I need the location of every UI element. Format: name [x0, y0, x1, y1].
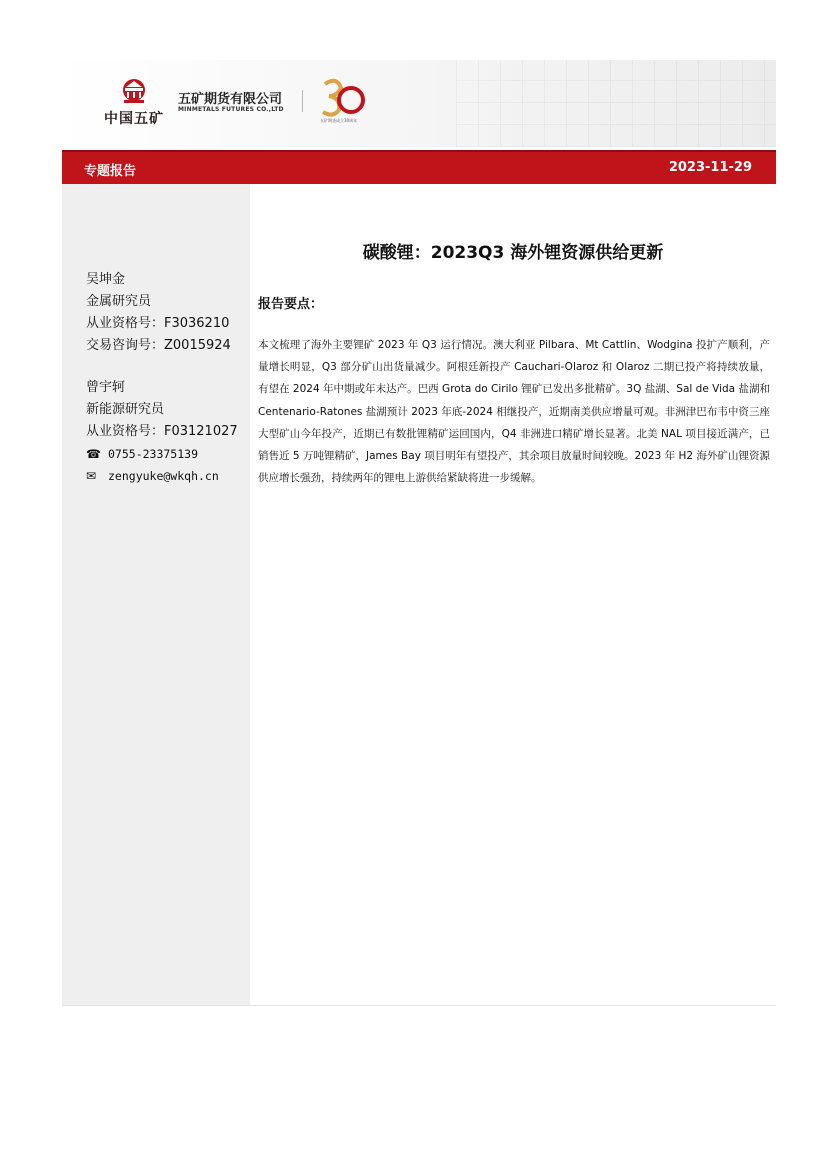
- author-email-row[interactable]: [86, 465, 238, 487]
- author-phone: 0755-23375139: [108, 447, 199, 461]
- author-qualification: 从业资格号：F3036210: [86, 316, 230, 331]
- company-name-cn: 五矿期货有限公司: [178, 92, 283, 107]
- report-summary: 本文梳理了海外主要锂矿 2023 年 Q3 运行情况。澳大利亚 Pilbara、Mt Cattlin、Wodgina 投扩产顺利，产量增长明显，Q3 部分矿山出货量减少。阿根廷新投产 Cauchari-Olaroz 和 Olaroz 二期已投产将持续放量，有望在 2024 年中期或年末达产。巴西 Grota do Cirilo 锂矿已发出多批精矿。3Q 盐湖、Sal de Vida 盐湖和 Centenario-Ratones 盐湖预计 2023 年底-2024 相继投产，近期南美供应增量可观。非洲津巴布韦中资三座大型矿山今年投产，近期已有数批锂精矿运回国内，Q4 非洲进口精矿增长显著。北美 NAL 项目接近满产，已销售近 5 万吨锂精矿，James Bay 项目明年有望投产，其余项目放量时间较晚。2023 年 H2 海外矿山锂资源供应增长强劲，持续两年的锂电上游供给紧缺将进一步缓解。: [258, 339, 770, 485]
- author-email[interactable]: zengyuke@wkqh.cn: [108, 469, 219, 483]
- report-title: 碳酸锂：2023Q3 海外锂资源供给更新: [362, 243, 664, 263]
- mail-icon: ✉: [86, 469, 97, 483]
- report-type-label: 专题报告: [84, 164, 137, 179]
- key-points-heading: 报告要点：: [258, 297, 324, 312]
- author-name: 曾宇轲: [86, 380, 126, 395]
- company-name-en: MINMETALS FUTURES CO.,LTD: [178, 106, 284, 113]
- group-logo-text: 中国五矿: [104, 111, 164, 127]
- author-title: 新能源研究员: [86, 402, 165, 417]
- header-background-grid: [456, 60, 776, 147]
- author-block: [86, 269, 231, 357]
- report-header: [62, 60, 776, 147]
- phone-icon: ☎: [86, 447, 101, 461]
- report-type-banner: [62, 150, 776, 184]
- page-bottom-divider: [62, 1005, 776, 1006]
- author-title: 金属研究员: [86, 294, 152, 309]
- header-divider: [302, 90, 303, 112]
- author-block: [86, 377, 238, 487]
- minmetals-emblem-icon: [120, 78, 148, 104]
- anniversary-caption: 五矿期货成立30周年: [320, 118, 358, 123]
- author-phone-row: [86, 443, 238, 465]
- author-name: 吴坤金: [86, 272, 126, 287]
- author-consulting-number: 交易咨询号：Z0015924: [86, 338, 231, 353]
- report-date: 2023-11-29: [668, 160, 752, 175]
- anniversary-logo-icon: [317, 74, 367, 124]
- author-qualification: 从业资格号：F03121027: [86, 424, 238, 439]
